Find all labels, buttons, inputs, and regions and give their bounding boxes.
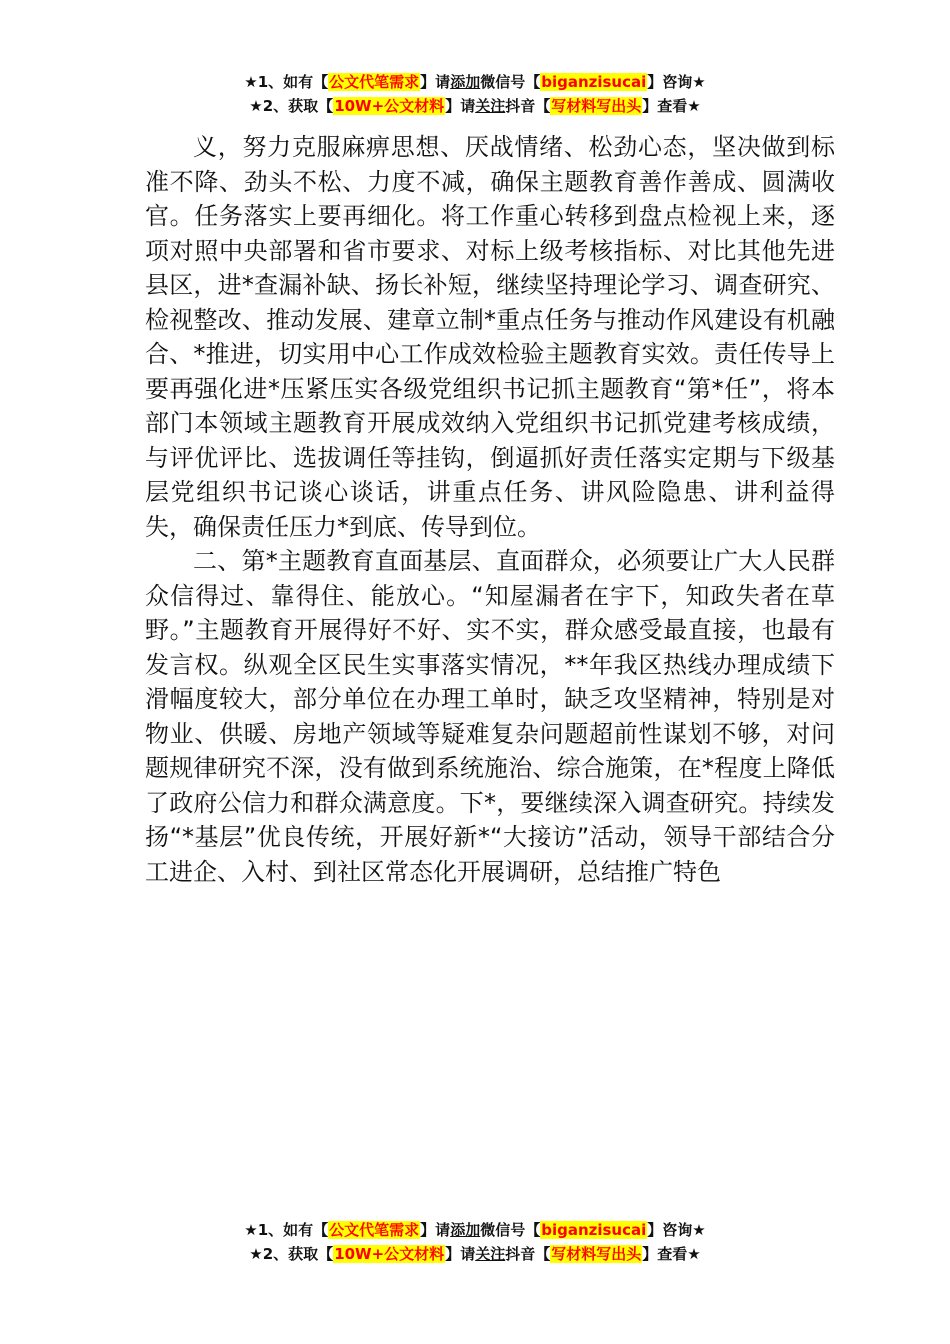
banner-text: 】咨询★ xyxy=(647,1221,706,1239)
banner-text: ★1、如有【 xyxy=(244,73,329,91)
banner-text: ★2、获取【 xyxy=(249,97,334,115)
highlight-service: 公文代笔需求 xyxy=(329,1221,420,1239)
banner-text-underlined: 关注 xyxy=(475,1245,506,1263)
banner-text: 】查看★ xyxy=(642,97,701,115)
banner-text: 】咨询★ xyxy=(647,73,706,91)
footer-banner xyxy=(0,1218,950,1266)
body-paragraph-1: 义，努力克服麻痹思想、厌战情绪、松劲心态，坚决做到标准不降、劲头不松、力度不减，确保主题教育善作善成、圆满收官。任务落实上要再细化。将工作重心转移到盘点检视上来，逐项对照中央部署和省市要求、对标上级考核指标、对比其他先进县区，进*查漏补缺、扬长补短，继续坚持理论学习、调查研究、检视整改、推动发展、建章立制*重点任务与推动作风建设有机融合、*推进，切实用中心工作成效检验主题教育实效。责任传导上要再强化进*压紧压实各级党组织书记抓主题教育“第*任”，将本部门本领域主题教育开展成效纳入党组织书记抓党建考核成绩，与评优评比、选拔调任等挂钩，倒逼抓好责任落实定期与下级基层党组织书记谈心谈话，讲重点任务、讲风险隐患、讲利益得失，确保责任压力*到底、传导到位。 xyxy=(145,133,835,541)
banner-text: 】请 xyxy=(445,1245,476,1263)
banner-text: 微信号【 xyxy=(480,1221,541,1239)
banner-text-underlined: 添加 xyxy=(450,73,481,91)
highlight-materials: 10W+公文材料 xyxy=(334,97,445,115)
banner-text: 】请 xyxy=(445,97,476,115)
highlight-wechat-id: biganzisucai xyxy=(541,1221,647,1239)
banner-text: 】请 xyxy=(420,73,451,91)
banner-line-1 xyxy=(0,70,950,94)
banner-text: ★2、获取【 xyxy=(249,1245,334,1263)
banner-text: 抖音【 xyxy=(505,1245,551,1263)
banner-line-1 xyxy=(0,1218,950,1242)
banner-text: 微信号【 xyxy=(480,73,541,91)
banner-text: 】请 xyxy=(420,1221,451,1239)
header-banner xyxy=(0,70,950,118)
body-paragraph-2: 二、第*主题教育直面基层、直面群众，必须要让广大人民群众信得过、靠得住、能放心。“知屋漏者在宇下，知政失者在草野。”主题教育开展得好不好、实不实，群众感受最直接，也最有发言权。纵观全区民生实事落实情况，**年我区热线办理成绩下滑幅度较大，部分单位在办理工单时，缺乏攻坚精神，特别是对物业、供暖、房地产领域等疑难复杂问题超前性谋划不够，对问题规律研究不深，没有做到系统施治、综合施策，在*程度上降低了政府公信力和群众满意度。下*，要继续深入调查研究。持续发扬“*基层”优良传统，开展好新*“大接访”活动，领导干部结合分工进企、入村、到社区常态化开展调研，总结推广特色 xyxy=(145,547,835,886)
banner-text-underlined: 添加 xyxy=(450,1221,481,1239)
banner-text-underlined: 关注 xyxy=(475,97,506,115)
banner-text: ★1、如有【 xyxy=(244,1221,329,1239)
highlight-wechat-id: biganzisucai xyxy=(541,73,647,91)
banner-text: 】查看★ xyxy=(642,1245,701,1263)
document-body xyxy=(145,130,835,889)
banner-text: 抖音【 xyxy=(505,97,551,115)
highlight-materials: 10W+公文材料 xyxy=(334,1245,445,1263)
highlight-douyin-account: 写材料写出头 xyxy=(551,97,642,115)
highlight-douyin-account: 写材料写出头 xyxy=(551,1245,642,1263)
banner-line-2 xyxy=(0,94,950,118)
banner-line-2 xyxy=(0,1242,950,1266)
highlight-service: 公文代笔需求 xyxy=(329,73,420,91)
